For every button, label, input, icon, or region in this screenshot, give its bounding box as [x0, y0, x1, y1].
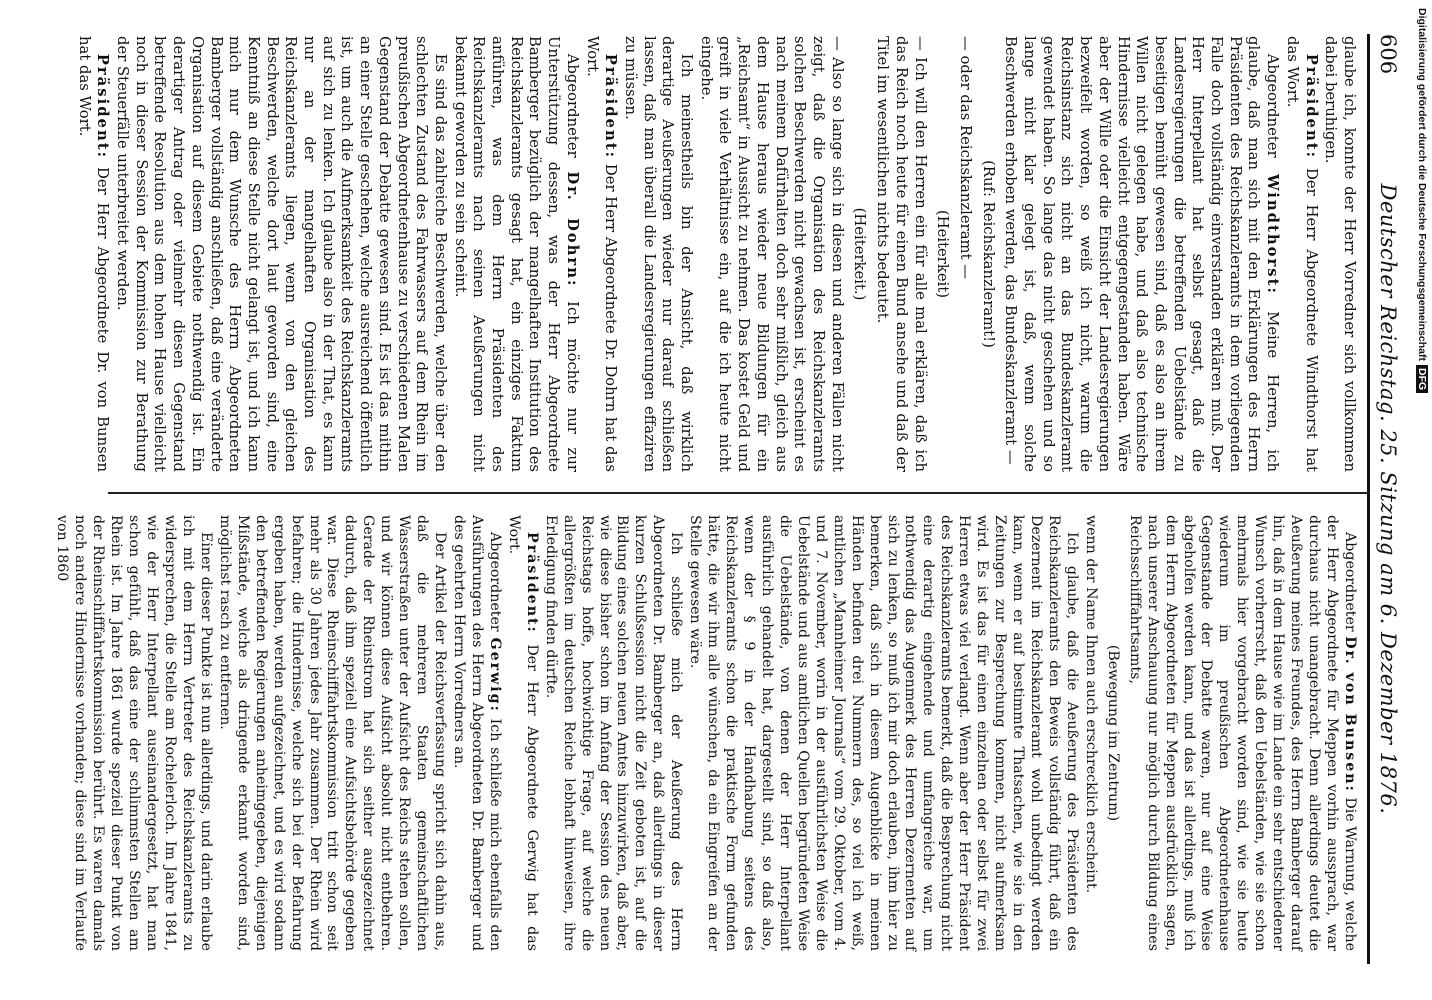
- page-number: 606: [1376, 34, 1400, 75]
- left-column: [73, 36, 1358, 472]
- page-header: [1367, 34, 1404, 964]
- speaker-paragraph: [450, 36, 581, 472]
- paragraph-text: glaube ich, konnte der Herr Vorredner sich vollkommen dabei beruhigen.: [1322, 36, 1358, 472]
- interjection: [933, 36, 952, 472]
- speaker-name: Präsident:: [523, 532, 540, 634]
- speaker-paragraph: [1125, 515, 1358, 951]
- paragraph-text: (Heiterkeit): [934, 209, 952, 299]
- paragraph-text: Ich glaube, daß die Aeußerung des Präsidenten des Reichskanzleramts den Beweis vollständig führt, daß ein Dezernent im Reichskanzleramt wohl unbedingt werden kann, wenn er auf bestimmte Thatsachen, wie sie in den Zeitungen zur Besprechung kommen, nicht aufmerksam wird. Es ist das für einen einzelnen oder selbst für zwei Herren etwas viel verlangt. Wenn aber der Herr Präsident des Reichskanzleramts bemerkt, daß die Besprechung nicht eine derartig eingehende und umfangreiche war, um nothwendig das Augenmerk des Herren Dezernenten auf sich zu lenken, so muß ich mir doch erlauben, ihm hier zu bemerken, daß sich in diesem Augenblicke in meinen Händen befinden drei Nummern des, so viel ich weiß, amtlichen „Mannheimer Journals“ vom 29. Oktober, vom 4. und 7. November, worin in der ausführlichsten Weise die Uebelstände und aus amtlichen Quellen begründeten Weise die Uebelstände, von denen der Herr Interpellant ausführlich gehandelt hat, dargestellt sind, so daß also, wenn der § 9 in der Handhabung seitens des Reichskanzleramts schon die praktische Form gefunden hätte, die wir ihm alle wünschen, da ein Eingreifen an der Stelle gewesen wäre.: [687, 515, 1080, 951]
- running-title: Deutscher Reichstag. 25. Sitzung am 6. Dezember 1876.: [1376, 183, 1400, 815]
- paragraph-text: Ich schließe mich ebenfalls den Ausführungen des Herrn Abgeordneten Dr. Bamberger und des geehrten Herrn Vorredners an.: [451, 515, 503, 951]
- paragraph: [872, 36, 928, 472]
- paragraph: [112, 36, 449, 472]
- speaker-name: Dr. von Bunsen:: [1342, 636, 1358, 793]
- paragraph-text: Ich schließe mich der Aeußerung des Herrn Abgeordneten Dr. Bamberger an, daß allerdings in dieser kurzen Schlußsession nicht die Zeit geboten ist, auf die Bildung eines solchen neuen Amtes hinzuwirken, daß aber, wie diese bisher schon im Anfang der Session des neuen Reichstags hoffe, hochwichtige Frage, auf welche die allergrößten im deutschen Reiche lebhaft hinweisen, ihre Erledigung finden dürfte.: [542, 515, 685, 951]
- paragraph: [955, 36, 974, 472]
- paragraph-text: Die Warnung, welche der Herr Abgeordnete für Meppen vorhin aussprach, war durchaus nicht unangebracht. Denn allerdings deutet die Aeußerung meines Freundes, des Herrn Bamberger darauf hin, daß in dem Hause wie im Lande ein sehr entschiedener Wunsch vorherrscht, daß den Uebelständen, wie sie schon mehrmals hier vorgebracht worden sind, wie sie heute wiederum im preußischen Abgeordnetenhause Gegenstande der Debatte waren, nur auf eine Weise abgeholfen werden kann, und das ist allerdings, muß ich dem Herrn Abgeordneten für Meppen ausdrücklich sagen, nach unserer Anschauung nur möglich durch Bildung eines Reichsschifffahrtsamts,: [1126, 515, 1358, 951]
- speaker-name: Dr. Dohrn:: [563, 171, 581, 288]
- paragraph-text: Ich meinestheils bin der Ansicht, daß wirklich derartige Aeußerungen wieder nur darauf schließen lassen, daß man überall die Landesregierungen effaziren zu müssen.: [621, 36, 696, 472]
- speaker-name: Präsident:: [602, 53, 620, 160]
- paragraph-text: (Ruf: Reichskanzleramt!): [979, 160, 997, 348]
- paragraph-text: Der Artikel der Reichsverfassung spricht sich dahin aus, daß die mehreren Staaten gemeinschaftlichen Wasserstraßen unter der Aufsicht des Reichs stehen sollen, und wir können diese Aufsicht absolut nicht entbehren. Gerade der Rheinstrom hat sich seither ausgezeichnet dadurch, daß ihm speziell eine Aufsichtsbehörde gegeben war. Diese Rheinschifffahrtskommission tritt schon seit mehr als 30 Jahren jedes Jahr zusammen. Der Rhein wird befahren; die Hindernisse, welche sich bei der Befahrung ergeben haben, werden aufgezeichnet, und es wird sodann den betreffenden Regierungen anheimgegeben, diejenigen Mißstände, welche als dringende erkannt worden sind, möglichst rasch zu entfernen.: [216, 515, 449, 951]
- paragraph: [696, 36, 846, 472]
- speaker-paragraph: [74, 36, 111, 472]
- credit-text: Digitalisierung gefördert durch die Deutsche Forschungsgemeinschaft: [1416, 8, 1428, 361]
- paragraph-text: — Also so lange sich in diesen und anderen Fällen nicht zeigt, daß die Organisation des Reichskanzleramts solchen Beschwerden nicht gewachsen ist, erscheint es nach meinem Dafürhalten doch sehr mißlich, gleich aus dem Hause heraus wieder neue Bildungen für ein „Reichsamt“ in Aussicht zu nehmen. Das kostet Geld und greift in viele Verhältnisse ein, auf die ich heute nicht eingehe.: [697, 36, 846, 472]
- paragraph: [1081, 515, 1099, 951]
- paragraph-text: wenn der Name Ihnen auch erschrecklich erscheint.: [1082, 515, 1099, 894]
- speaker-title: Abgeordneter: [1342, 532, 1358, 632]
- speaker-name: Präsident:: [1302, 53, 1320, 160]
- paragraph-text: Es sind das zahlreiche Beschwerden, welche über den schlechten Zustand des Fahrwassers auf dem Rhein im preußischen Abgeordnetenhause zu verschiedenen Malen Gegenstand der Debatte gewesen sind. Es ist das mithin an einer Stelle geschehen, welche ausreichend öffentlich ist, um auch die Aufmerksamkeit des Reichskanzleramts auf sich zu lenken. Ich glaube also in der That, es kann nur an der mangelhaften Organisation des Reichskanzleramts liegen, wenn von den gleichen Beschwerden, welche dort laut geworden sind, eine Kenntniß an diese Stelle nicht gelangt ist, und ich kann mich nur dem Wunsche des Herrn Abgeordneten Bamberger vollständig anschließen, daß eine veränderte Organisation auf diesem Gebiete nothwendig ist. Ein derartiger Antrag oder vielmehr diesen Gegenstand betreffende Resolution aus dem hohen Hause vielleicht noch in dieser Session der Kommission zur Berathung der Steuerfälle unterbreitet werden.: [114, 36, 449, 473]
- dfg-logo: DFG: [1416, 365, 1428, 393]
- interjection: [850, 36, 869, 472]
- speaker-paragraph: [449, 515, 503, 951]
- speaker-title: Abgeordneter: [486, 532, 503, 632]
- speaker-paragraph: [1282, 36, 1319, 472]
- paragraph: [53, 515, 214, 951]
- paragraph-text: Der Herr Abgeordnete Windthorst hat das Wort.: [1283, 36, 1320, 472]
- speaker-title: Abgeordneter: [563, 53, 581, 158]
- right-column: [52, 515, 1359, 951]
- speaker-name: Präsident:: [94, 53, 112, 160]
- paragraph: [541, 515, 685, 951]
- paragraph-text: Einer dieser Punkte ist nun allerdings, und darin erlaube ich mit dem Herrn Vertreter des Reichskanzleramts zu widersprechen, die Stelle am Rochelerloch. Im Jahre 1841, wie der Herr Interpellant auseinandergesetzt, hat man schon gefühlt, daß das eine der schlimmsten Stellen am Rhein ist. Im Jahre 1861 wurde speziell dieser Punkt von der Rheinschifffahrtskommission berührt. Es waren damals noch andere Hindernisse vorhanden; diese sind im Verlaufe von 1860: [54, 515, 214, 951]
- paragraph-text: Meine Herren, ich glaube, daß man sich mit den Erklärungen des Herrn Präsidenten des Reichskanzleramts in dem vorliegenden Falle doch vollständig einverstanden erklären muß. Der Herr Interpellant hat selbst gesagt, daß die Landesregierungen die betreffenden Uebelstände zu beseitigen bemüht gewesen sind, daß es also an ihrem Willen nicht gelegen habe, und daß also technische Hindernisse vielleicht entgegengestanden haben. Wäre aber der Wille oder die Einsicht der Landesregierungen bezweifelt worden, so weiß ich nicht, warum die Reichsinstanz sich nicht an das Bundeskanzleramt gewendet haben. So lange das nicht geschehen und so lange nicht klar gelegt ist, daß, wenn solche Beschwerden erhoben werden, das Bundeskanzleramt —: [1002, 36, 1282, 472]
- paragraph: [685, 515, 1080, 951]
- speaker-name: Gerwig:: [486, 637, 503, 713]
- speaker-paragraph: [1001, 36, 1282, 472]
- paragraph-text: Ich möchte nur zur Unterstützung dessen, was der Herr Abgeordnete Bamberger bezüglich der mangelhaften Institution des Reichskanzleramts gesagt hat, ein einziges Faktum anführen, was dem Herrn Präsidenten des Reichskanzleramts nach seinen Aeußerungen nicht bekannt geworden zu sein scheint.: [451, 36, 581, 472]
- speaker-name: Windthorst:: [1264, 173, 1282, 295]
- digitization-credit: [1414, 8, 1428, 988]
- paragraph-text: Der Herr Abgeordnete Dr. von Bunsen hat das Wort.: [75, 36, 112, 472]
- paragraph-text: — oder das Reichskanzleramt —: [956, 36, 974, 280]
- speaker-paragraph: [582, 36, 619, 472]
- interjection: [978, 36, 997, 472]
- paragraph-text: — Ich will den Herren ein für alle mal erklären, daß ich das Reich noch heute für einen Bund ansehe und daß der Titel im wesentlichen nichts bedeutet.: [874, 36, 929, 472]
- paragraph-text: (Heiterkeit.): [851, 207, 869, 301]
- paragraph-text: Der Herr Abgeordnete Gerwig hat das Wort.: [505, 515, 540, 951]
- paragraph: [1321, 36, 1358, 472]
- speaker-title: Abgeordneter: [1264, 53, 1282, 158]
- interjection: [1103, 515, 1121, 951]
- paragraph: [215, 515, 448, 951]
- speaker-paragraph: [504, 515, 540, 951]
- paragraph-text: Der Herr Abgeordnete Dr. Dohrn hat das Wort.: [583, 36, 620, 472]
- paragraph: [620, 36, 695, 472]
- column-divider: [108, 492, 1370, 494]
- paragraph-text: (Bewegung im Zentrum): [1104, 644, 1121, 822]
